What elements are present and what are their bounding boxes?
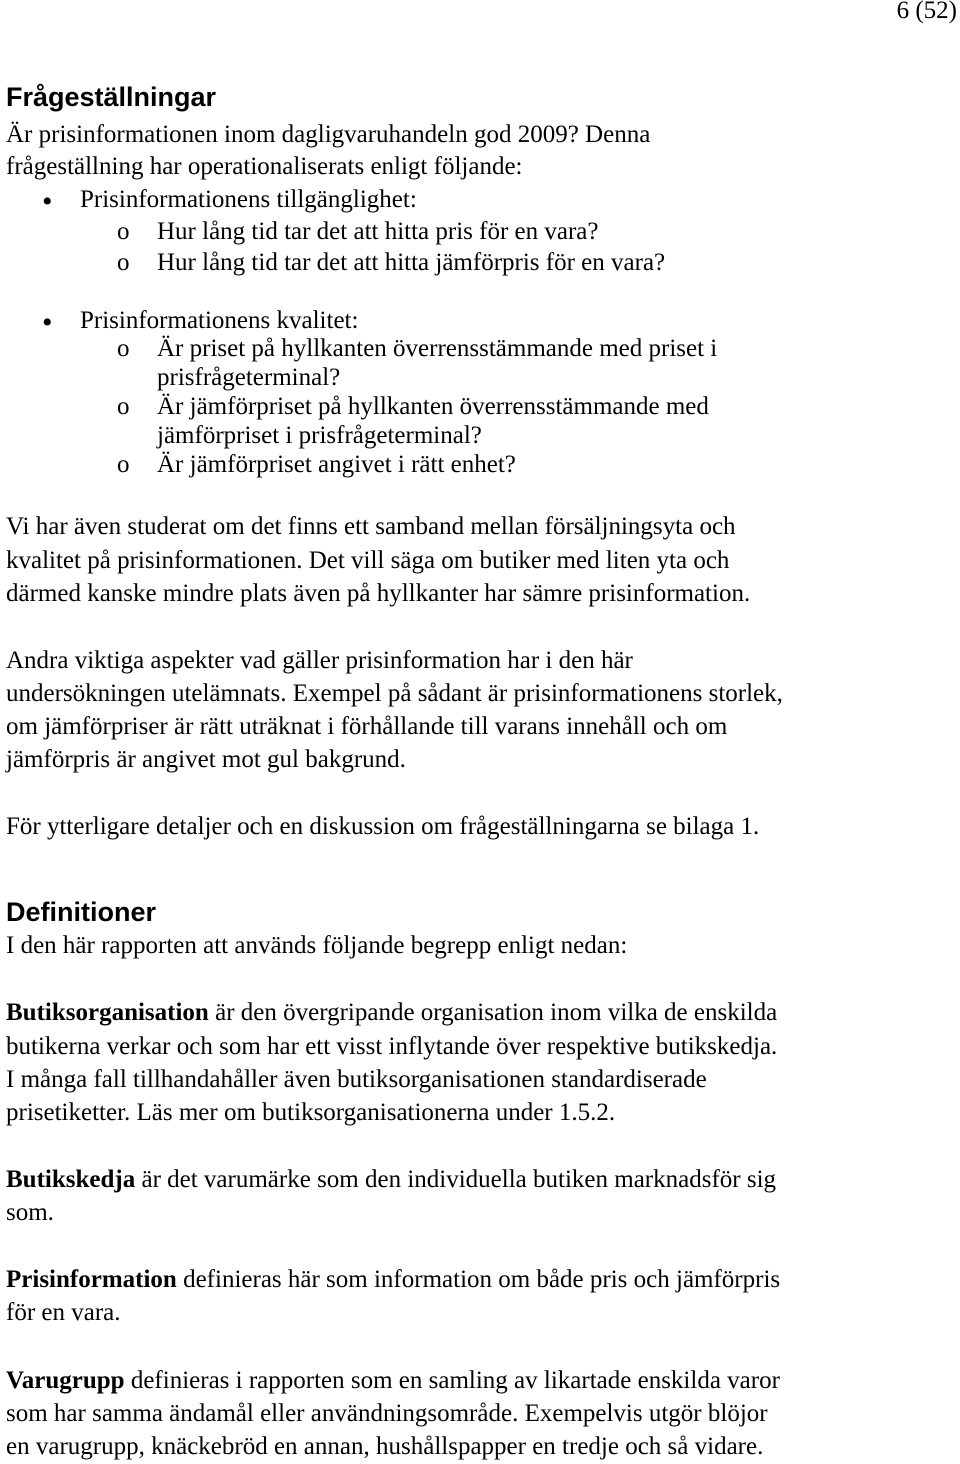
- definition-line: prisetiketter. Läs mer om butiksorganisationerna under 1.5.2.: [6, 1099, 616, 1126]
- section-heading: Definitioner: [6, 897, 157, 927]
- sub-bullet-icon: o: [117, 335, 130, 362]
- intro-line: frågeställning har operationaliserats enligt följande:: [6, 153, 523, 180]
- paragraph-line: om jämförpriser är rätt uträknat i förhållande till varans innehåll och om: [6, 713, 728, 740]
- page-number: 6 (52): [896, 0, 957, 24]
- definition-text: definieras i rapporten som en samling av likartade enskilda varor: [130, 1367, 780, 1394]
- definition-text: är den övergripande organisation inom vilka de enskilda: [215, 999, 778, 1026]
- paragraph-line: Vi har även studerat om det finns ett samband mellan försäljningsyta och: [6, 513, 736, 540]
- sub-bullet-item: Är jämförpriset på hyllkanten överrensstämmande med: [157, 393, 709, 420]
- sub-bullet-item: Är jämförpriset angivet i rätt enhet?: [157, 451, 516, 478]
- sub-bullet-icon: o: [117, 249, 130, 276]
- definition-line: som har samma ändamål eller användningsområde. Exempelvis utgör blöjor: [6, 1400, 768, 1427]
- definition-line: en varugrupp, knäckebröd en annan, hushållspapper en tredje och så vidare.: [6, 1433, 764, 1460]
- definition-term: Prisinformation: [6, 1266, 177, 1293]
- definition-line: [6, 1264, 780, 1296]
- definition-term: Varugrupp: [6, 1367, 125, 1394]
- definition-line: [6, 997, 777, 1029]
- bullet-icon: •: [42, 185, 53, 218]
- paragraph-line: jämförpris är angivet mot gul bakgrund.: [6, 746, 406, 773]
- sub-bullet-icon: o: [117, 451, 130, 478]
- paragraph-line: För ytterligare detaljer och en diskussion om frågeställningarna se bilaga 1.: [6, 813, 760, 840]
- sub-bullet-item: Hur lång tid tar det att hitta pris för en vara?: [157, 218, 599, 245]
- intro-line: I den här rapporten att används följande begrepp enligt nedan:: [6, 932, 628, 959]
- bullet-item-label: Prisinformationens tillgänglighet:: [80, 186, 417, 213]
- section-heading: Frågeställningar: [6, 82, 217, 112]
- sub-bullet-item-continued: jämförpriset i prisfrågeterminal?: [157, 422, 482, 449]
- paragraph-line: Andra viktiga aspekter vad gäller prisinformation har i den här: [6, 647, 633, 674]
- definition-text: är det varumärke som den individuella butiken marknadsför sig: [141, 1166, 777, 1193]
- paragraph-line: undersökningen utelämnats. Exempel på sådant är prisinformationens storlek,: [6, 680, 783, 707]
- sub-bullet-icon: o: [117, 218, 130, 245]
- intro-line: Är prisinformationen inom dagligvaruhandeln god 2009? Denna: [6, 121, 651, 148]
- definition-line: som.: [6, 1199, 54, 1226]
- sub-bullet-item: Hur lång tid tar det att hitta jämförpris för en vara?: [157, 249, 666, 276]
- definition-line: [6, 1164, 776, 1196]
- definition-line: butikerna verkar och som har ett visst inflytande över respektive butikskedja.: [6, 1033, 778, 1060]
- definition-term: Butikskedja: [6, 1166, 136, 1193]
- definition-line: [6, 1365, 780, 1397]
- bullet-item-label: Prisinformationens kvalitet:: [80, 307, 359, 334]
- definition-text: definieras här som information om både pris och jämförpris: [183, 1266, 781, 1293]
- sub-bullet-item: Är priset på hyllkanten överrensstämmande med priset i: [157, 335, 718, 362]
- bullet-icon: •: [42, 306, 53, 339]
- definition-line: I många fall tillhandahåller även butiksorganisationen standardiserade: [6, 1066, 707, 1093]
- definition-term: Butiksorganisation: [6, 999, 209, 1026]
- paragraph-line: kvalitet på prisinformationen. Det vill säga om butiker med liten yta och: [6, 547, 730, 574]
- sub-bullet-item-continued: prisfrågeterminal?: [157, 364, 341, 391]
- paragraph-line: därmed kanske mindre plats även på hyllkanter har sämre prisinformation.: [6, 580, 751, 607]
- definition-line: för en vara.: [6, 1299, 121, 1326]
- sub-bullet-icon: o: [117, 393, 130, 420]
